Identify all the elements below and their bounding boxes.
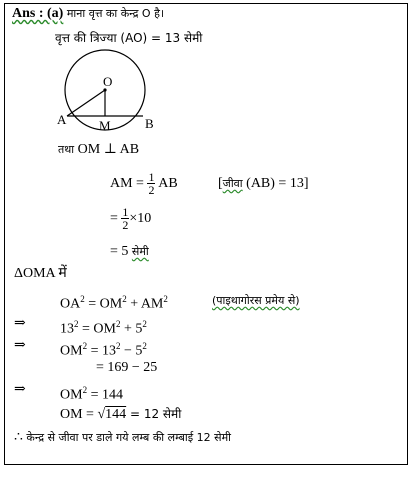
line-om2-expr: $OM^2 = 13^2 - 5^2$ xyxy=(60,341,147,359)
line-om2-arrow: ⇒ xyxy=(14,338,26,353)
answer-header xyxy=(12,6,164,22)
pythagoras-note: (पाइथागोरस प्रमेय से) xyxy=(212,294,300,307)
perp-line xyxy=(58,142,139,158)
line-13-expr: $13^2 = OM^2 + 5^2$ xyxy=(60,319,147,337)
step-am xyxy=(110,170,178,198)
step-five: = 5 सेमी xyxy=(110,244,149,259)
line-subtraction: = 169 − 25 xyxy=(96,360,158,375)
label-b: B xyxy=(145,116,154,131)
intro-text: माना वृत्त का केन्द्र O है। xyxy=(66,7,165,20)
radius-statement: वृत्त की त्रिज्या (AO) = 13 सेमी xyxy=(55,31,203,45)
label-o: O xyxy=(103,74,113,89)
perp-prefix: तथा xyxy=(58,143,75,156)
line-final: OM = √144 = 12 सेमी xyxy=(60,407,182,422)
pythagoras-eq: $OA^2 = OM^2 + AM^2$ xyxy=(60,294,168,312)
triangle-heading: ΔOMA में xyxy=(14,266,67,281)
am-rhs: AB xyxy=(158,176,178,191)
line-13: ⇒ xyxy=(14,316,26,331)
half-fraction-2: $\frac{1}{2}$ xyxy=(122,205,129,233)
conclusion: ∴ केन्द्र से जीवा पर डाले गये लम्ब की लम्बाई 12 सेमी xyxy=(14,430,232,445)
step-half: = $\frac{1}{2}$ ×10 xyxy=(110,205,152,233)
chord-word: जीवा xyxy=(222,177,243,190)
unit-cm: सेमी xyxy=(131,245,149,258)
chord-note: [जीवा (AB) = 13] xyxy=(218,176,309,191)
ans-label: Ans : (a) xyxy=(12,6,64,21)
label-m: M xyxy=(99,118,111,133)
perp-expr: OM ⊥ AB xyxy=(77,142,140,157)
line-144-arrow: ⇒ xyxy=(14,382,26,397)
am-lhs: AM = xyxy=(110,176,144,191)
half-fraction: $\frac{1}{2}$ xyxy=(148,170,155,198)
line-144-expr: $OM^2 = 144$ xyxy=(60,385,123,403)
label-a: A xyxy=(57,112,67,127)
circle-diagram xyxy=(55,48,165,138)
